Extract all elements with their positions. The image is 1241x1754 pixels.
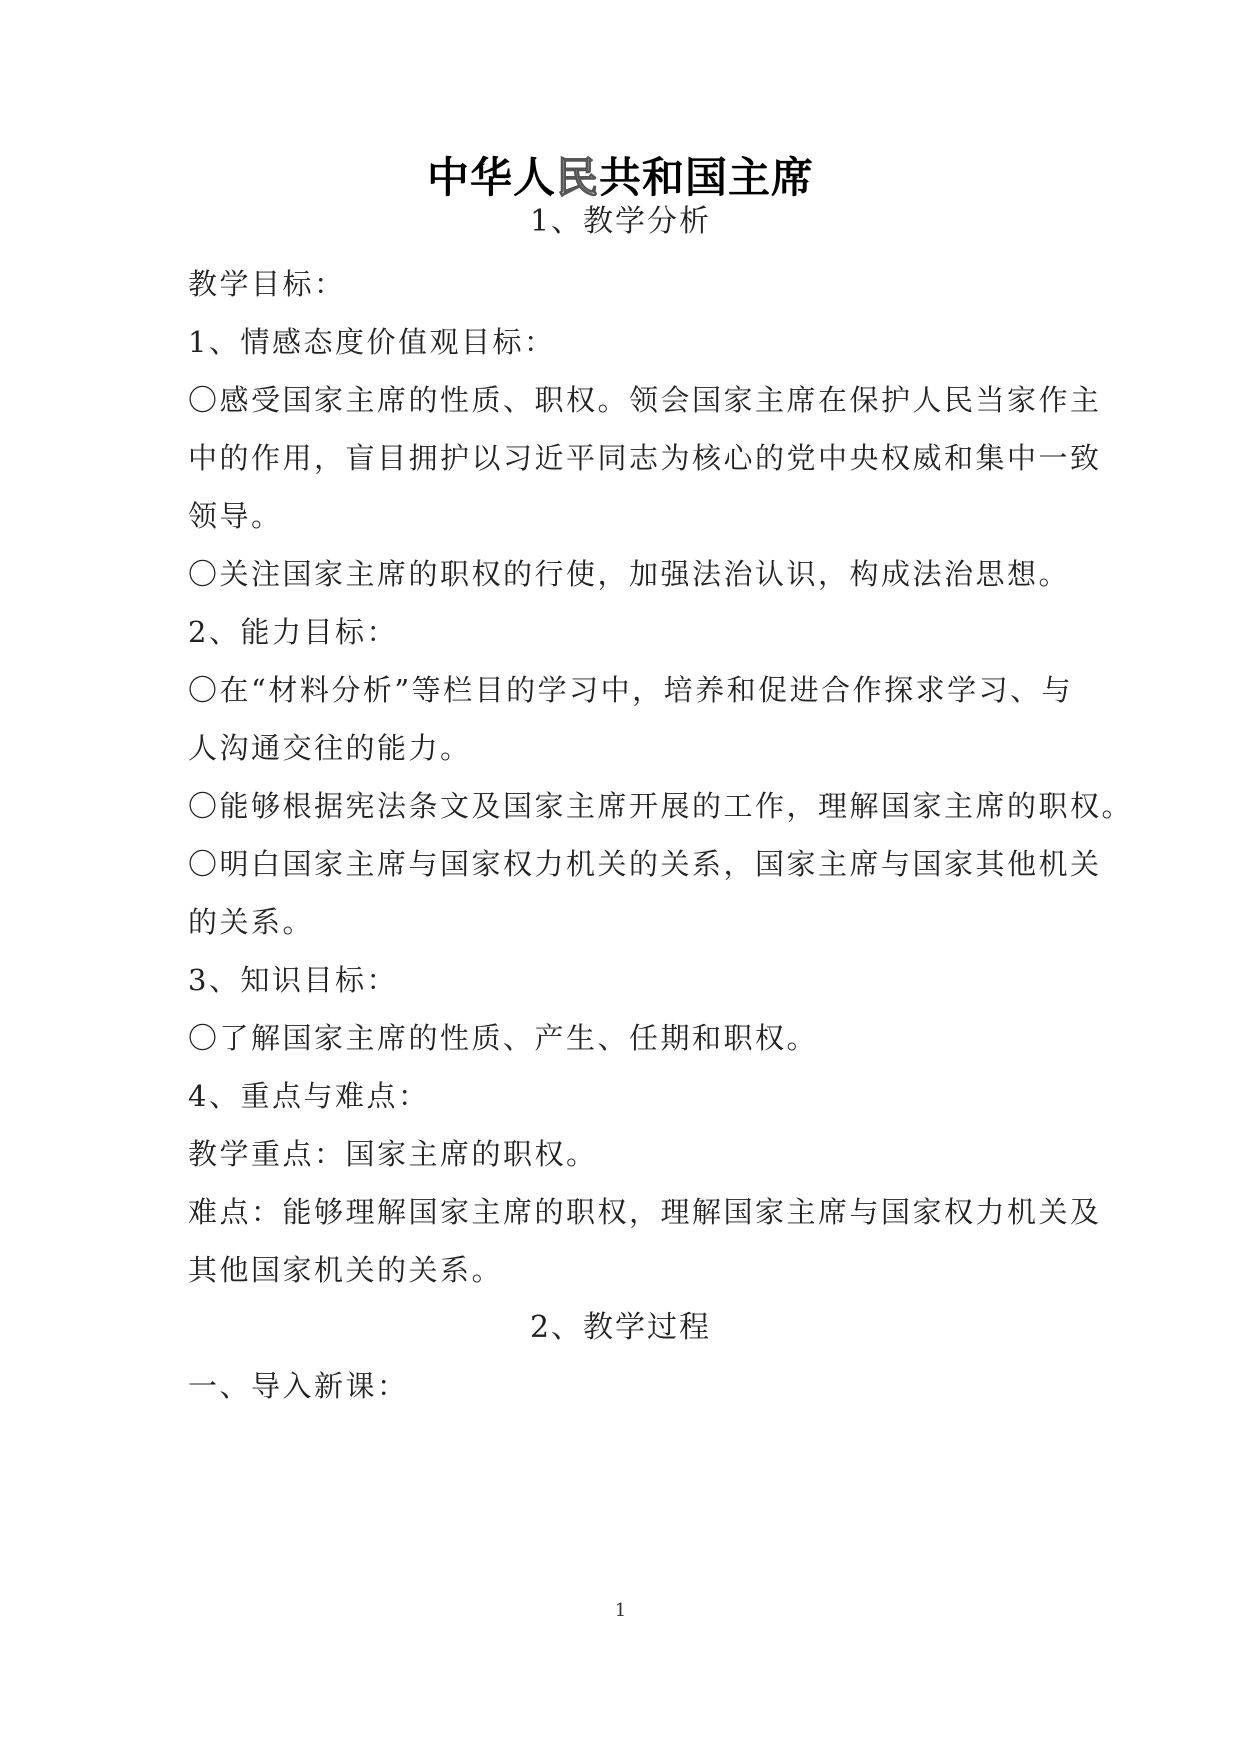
- paragraph-line: 领导。: [188, 499, 283, 533]
- paragraph-line: 〇在“材料分析”等栏目的学习中，培养和促进合作探求学习、与: [188, 673, 1074, 707]
- paragraph-line: 人沟通交往的能力。: [188, 731, 472, 765]
- paragraph-line: 〇明白国家主席与国家权力机关的关系，国家主席与国家其他机关: [188, 847, 1102, 881]
- paragraph-line: 的关系。: [188, 905, 315, 939]
- title-part-1: 中华人: [426, 153, 556, 202]
- section-heading-process: 2、教学过程: [529, 1310, 712, 1345]
- document-title: [0, 150, 1241, 206]
- goal-2-heading: 2、能力目标：: [188, 615, 398, 649]
- paragraph-line: 教学重点：国家主席的职权。: [188, 1137, 598, 1171]
- paragraph-line: 其他国家机关的关系。: [188, 1253, 504, 1287]
- title-part-3: 共和国主席: [599, 153, 815, 202]
- paragraph-line: 中的作用，盲目拥护以习近平同志为核心的党中央权威和集中一致: [188, 441, 1102, 475]
- paragraph-line: 〇能够根据宪法条文及国家主席开展的工作，理解国家主席的职权。: [188, 789, 1134, 823]
- title-part-2-outlined: 民: [555, 153, 599, 202]
- paragraph-line: 〇关注国家主席的职权的行使，加强法治认识，构成法治思想。: [188, 557, 1071, 591]
- paragraph-line: 难点：能够理解国家主席的职权，理解国家主席与国家权力机关及: [188, 1195, 1102, 1229]
- section-heading-analysis: 1、教学分析: [529, 204, 712, 239]
- lesson-intro-heading: 一、导入新课：: [188, 1369, 409, 1403]
- goal-4-heading: 4、重点与难点：: [188, 1079, 430, 1113]
- paragraph-line: 〇感受国家主席的性质、职权。领会国家主席在保护人民当家作主: [188, 383, 1102, 417]
- paragraph-line: 〇了解国家主席的性质、产生、任期和职权。: [188, 1021, 819, 1055]
- goal-3-heading: 3、知识目标：: [188, 963, 398, 997]
- goal-1-heading: 1、情感态度价值观目标：: [188, 325, 556, 359]
- page-number: 1: [614, 1600, 627, 1621]
- teaching-goals-label: 教学目标：: [188, 267, 346, 301]
